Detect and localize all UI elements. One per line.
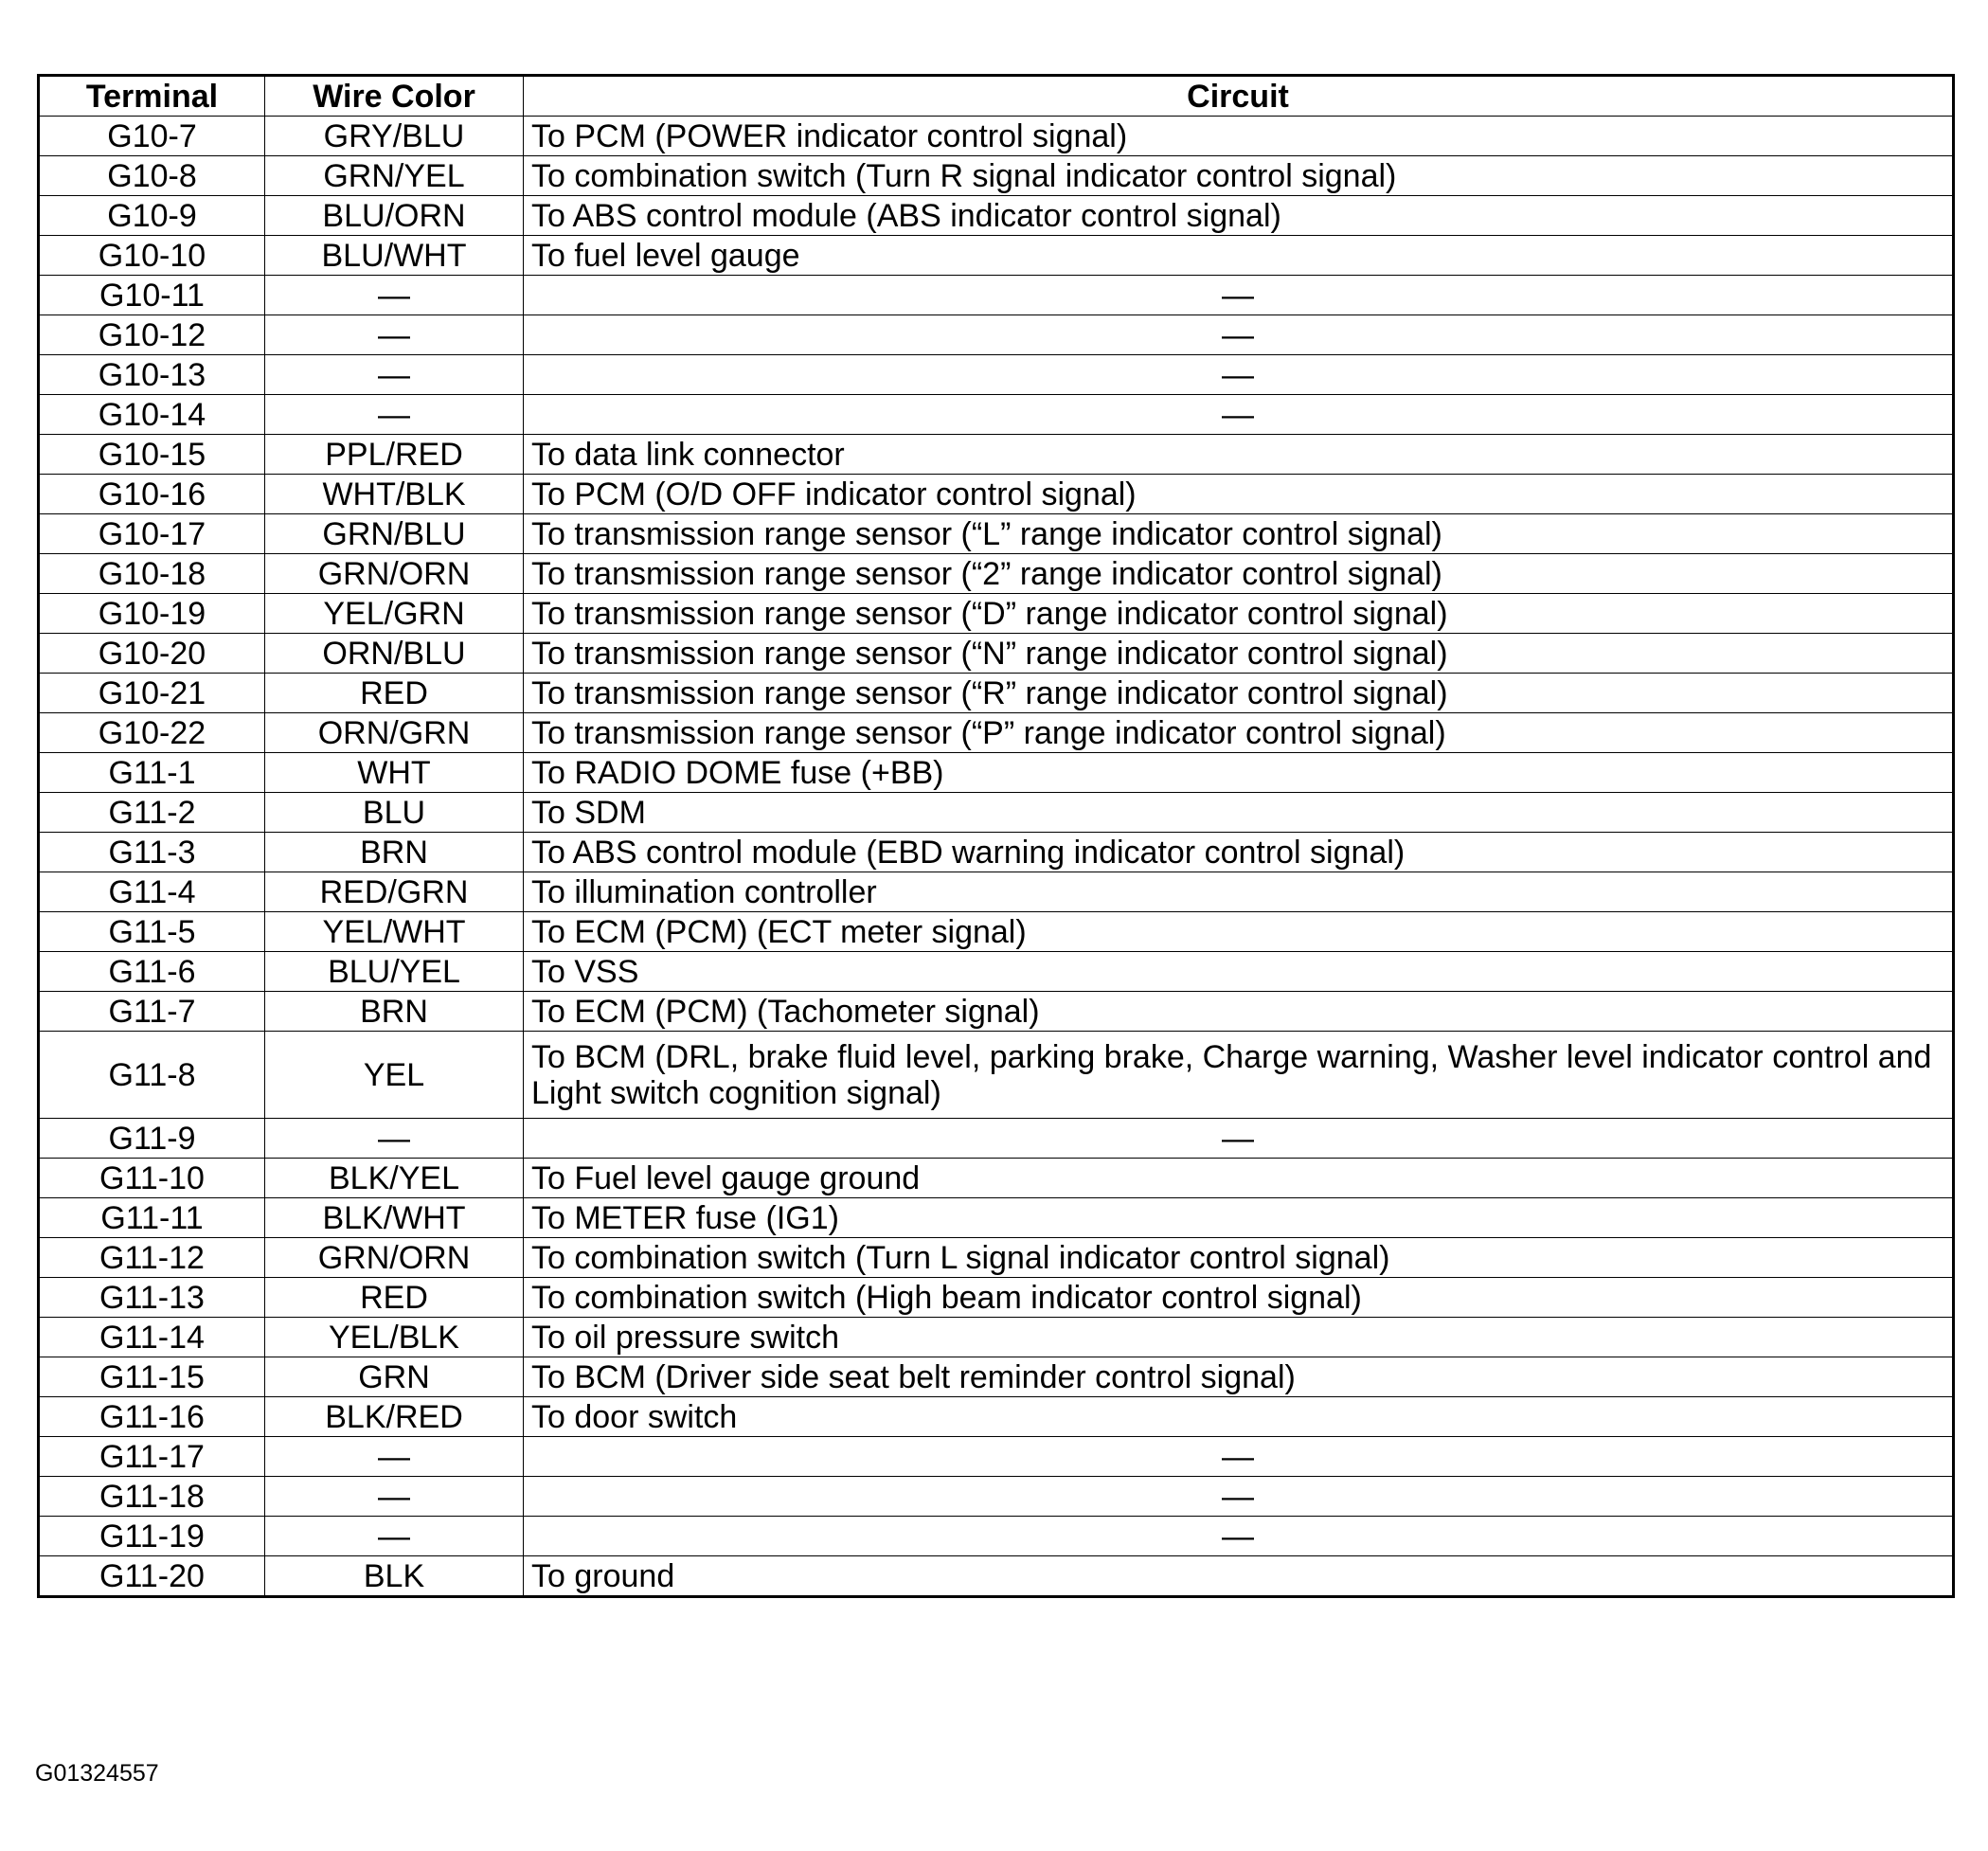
header-terminal: Terminal — [39, 76, 265, 117]
table-row — [39, 475, 1954, 514]
table-row — [39, 713, 1954, 753]
circuit-cell: To transmission range sensor (“2” range indicator control signal) — [524, 554, 1954, 594]
circuit-cell: — — [524, 355, 1954, 395]
wire-color-cell: BRN — [265, 992, 524, 1032]
wire-color-cell: ORN/BLU — [265, 634, 524, 674]
terminal-cell: G10-14 — [39, 395, 265, 435]
terminal-cell: G10-9 — [39, 196, 265, 236]
terminal-table — [37, 74, 1955, 1598]
circuit-cell: To ECM (PCM) (ECT meter signal) — [524, 912, 1954, 952]
table-row — [39, 1357, 1954, 1397]
table-row — [39, 1397, 1954, 1437]
circuit-cell: To METER fuse (IG1) — [524, 1198, 1954, 1238]
wire-color-cell: WHT — [265, 753, 524, 793]
circuit-cell: To BCM (DRL, brake fluid level, parking brake, Charge warning, Washer level indicator control and Light switch cognition signal) — [524, 1032, 1954, 1119]
wire-color-cell: — — [265, 355, 524, 395]
table-row — [39, 793, 1954, 833]
terminal-cell: G11-6 — [39, 952, 265, 992]
wire-color-cell: BLK — [265, 1556, 524, 1597]
terminal-cell: G10-17 — [39, 514, 265, 554]
circuit-cell: To ABS control module (EBD warning indicator control signal) — [524, 833, 1954, 872]
wire-color-cell: GRN/YEL — [265, 156, 524, 196]
terminal-cell: G10-20 — [39, 634, 265, 674]
circuit-cell: To data link connector — [524, 435, 1954, 475]
terminal-cell: G11-11 — [39, 1198, 265, 1238]
table-row — [39, 753, 1954, 793]
terminal-cell: G11-1 — [39, 753, 265, 793]
wire-color-cell: BLK/YEL — [265, 1159, 524, 1198]
terminal-cell: G11-7 — [39, 992, 265, 1032]
wire-color-cell: — — [265, 1517, 524, 1556]
wire-color-cell: GRN — [265, 1357, 524, 1397]
wire-color-cell: GRY/BLU — [265, 117, 524, 156]
table-row — [39, 674, 1954, 713]
terminal-cell: G10-11 — [39, 276, 265, 315]
wire-color-cell: BLU/WHT — [265, 236, 524, 276]
circuit-cell: To combination switch (Turn L signal indicator control signal) — [524, 1238, 1954, 1278]
circuit-cell: — — [524, 1119, 1954, 1159]
circuit-cell: — — [524, 276, 1954, 315]
circuit-cell: — — [524, 395, 1954, 435]
circuit-cell: To illumination controller — [524, 872, 1954, 912]
terminal-cell: G11-2 — [39, 793, 265, 833]
wire-color-cell: GRN/ORN — [265, 1238, 524, 1278]
wire-color-cell: BLU/ORN — [265, 196, 524, 236]
table-row — [39, 872, 1954, 912]
table-row — [39, 196, 1954, 236]
circuit-cell: — — [524, 1477, 1954, 1517]
table-row — [39, 1318, 1954, 1357]
circuit-cell: To PCM (O/D OFF indicator control signal) — [524, 475, 1954, 514]
wire-color-cell: YEL/GRN — [265, 594, 524, 634]
table-row — [39, 594, 1954, 634]
wire-color-cell: — — [265, 395, 524, 435]
circuit-cell: To SDM — [524, 793, 1954, 833]
wire-color-cell: BLK/WHT — [265, 1198, 524, 1238]
wire-color-cell: WHT/BLK — [265, 475, 524, 514]
table-row — [39, 554, 1954, 594]
terminal-cell: G11-3 — [39, 833, 265, 872]
terminal-cell: G11-18 — [39, 1477, 265, 1517]
table-row — [39, 315, 1954, 355]
table-row — [39, 952, 1954, 992]
table-body — [39, 117, 1954, 1597]
circuit-cell: To combination switch (Turn R signal indicator control signal) — [524, 156, 1954, 196]
table-row — [39, 1278, 1954, 1318]
table-row — [39, 1238, 1954, 1278]
circuit-cell: To VSS — [524, 952, 1954, 992]
terminal-cell: G10-8 — [39, 156, 265, 196]
terminal-cell: G11-5 — [39, 912, 265, 952]
table-row — [39, 395, 1954, 435]
terminal-cell: G11-20 — [39, 1556, 265, 1597]
wire-color-cell: — — [265, 1437, 524, 1477]
table-row — [39, 1119, 1954, 1159]
terminal-cell: G11-19 — [39, 1517, 265, 1556]
terminal-cell: G11-4 — [39, 872, 265, 912]
wire-color-cell: — — [265, 315, 524, 355]
wire-color-cell: BLU/YEL — [265, 952, 524, 992]
terminal-cell: G11-9 — [39, 1119, 265, 1159]
wire-color-cell: — — [265, 276, 524, 315]
circuit-cell: — — [524, 1437, 1954, 1477]
terminal-cell: G11-10 — [39, 1159, 265, 1198]
circuit-cell: To oil pressure switch — [524, 1318, 1954, 1357]
terminal-cell: G11-16 — [39, 1397, 265, 1437]
circuit-cell: To BCM (Driver side seat belt reminder control signal) — [524, 1357, 1954, 1397]
terminal-cell: G11-8 — [39, 1032, 265, 1119]
circuit-cell: To Fuel level gauge ground — [524, 1159, 1954, 1198]
table-row — [39, 276, 1954, 315]
header-wire-color: Wire Color — [265, 76, 524, 117]
table-row — [39, 1477, 1954, 1517]
terminal-cell: G10-7 — [39, 117, 265, 156]
wire-color-cell: YEL/WHT — [265, 912, 524, 952]
circuit-cell: To transmission range sensor (“P” range indicator control signal) — [524, 713, 1954, 753]
wire-color-cell: RED — [265, 674, 524, 713]
circuit-cell: To ground — [524, 1556, 1954, 1597]
circuit-cell: To RADIO DOME fuse (+BB) — [524, 753, 1954, 793]
terminal-cell: G11-13 — [39, 1278, 265, 1318]
table-header-row — [39, 76, 1954, 117]
circuit-cell: To PCM (POWER indicator control signal) — [524, 117, 1954, 156]
circuit-cell: To ECM (PCM) (Tachometer signal) — [524, 992, 1954, 1032]
table-row — [39, 1517, 1954, 1556]
circuit-cell: To transmission range sensor (“R” range indicator control signal) — [524, 674, 1954, 713]
terminal-cell: G10-22 — [39, 713, 265, 753]
terminal-cell: G10-16 — [39, 475, 265, 514]
wire-color-cell: BLU — [265, 793, 524, 833]
table-row — [39, 1556, 1954, 1597]
header-circuit: Circuit — [524, 76, 1954, 117]
terminal-cell: G10-21 — [39, 674, 265, 713]
circuit-cell: To transmission range sensor (“D” range indicator control signal) — [524, 594, 1954, 634]
table-row — [39, 1032, 1954, 1119]
wire-color-cell: RED/GRN — [265, 872, 524, 912]
circuit-cell: To transmission range sensor (“N” range indicator control signal) — [524, 634, 1954, 674]
wire-color-cell: PPL/RED — [265, 435, 524, 475]
terminal-cell: G10-10 — [39, 236, 265, 276]
table-row — [39, 1437, 1954, 1477]
terminal-cell: G11-12 — [39, 1238, 265, 1278]
circuit-cell: — — [524, 315, 1954, 355]
terminal-cell: G11-15 — [39, 1357, 265, 1397]
terminal-cell: G10-18 — [39, 554, 265, 594]
terminal-cell: G10-19 — [39, 594, 265, 634]
circuit-cell: To fuel level gauge — [524, 236, 1954, 276]
table-row — [39, 833, 1954, 872]
terminal-cell: G11-14 — [39, 1318, 265, 1357]
wire-color-cell: YEL — [265, 1032, 524, 1119]
table-row — [39, 992, 1954, 1032]
circuit-cell: — — [524, 1517, 1954, 1556]
terminal-cell: G11-17 — [39, 1437, 265, 1477]
table-row — [39, 1198, 1954, 1238]
wire-color-cell: ORN/GRN — [265, 713, 524, 753]
table-row — [39, 236, 1954, 276]
wire-color-cell: GRN/BLU — [265, 514, 524, 554]
wire-color-cell: BRN — [265, 833, 524, 872]
table-row — [39, 514, 1954, 554]
circuit-cell: To transmission range sensor (“L” range indicator control signal) — [524, 514, 1954, 554]
wire-color-cell: BLK/RED — [265, 1397, 524, 1437]
table-row — [39, 117, 1954, 156]
figure-id: G01324557 — [35, 1760, 159, 1787]
wire-color-cell: — — [265, 1119, 524, 1159]
terminal-cell: G10-12 — [39, 315, 265, 355]
table-row — [39, 355, 1954, 395]
table-row — [39, 435, 1954, 475]
circuit-cell: To door switch — [524, 1397, 1954, 1437]
terminal-cell: G10-13 — [39, 355, 265, 395]
wire-color-cell: RED — [265, 1278, 524, 1318]
table-row — [39, 1159, 1954, 1198]
wire-color-cell: YEL/BLK — [265, 1318, 524, 1357]
table-row — [39, 156, 1954, 196]
wire-color-cell: GRN/ORN — [265, 554, 524, 594]
table-row — [39, 634, 1954, 674]
terminal-cell: G10-15 — [39, 435, 265, 475]
table-row — [39, 912, 1954, 952]
wire-color-cell: — — [265, 1477, 524, 1517]
circuit-cell: To ABS control module (ABS indicator control signal) — [524, 196, 1954, 236]
circuit-cell: To combination switch (High beam indicator control signal) — [524, 1278, 1954, 1318]
